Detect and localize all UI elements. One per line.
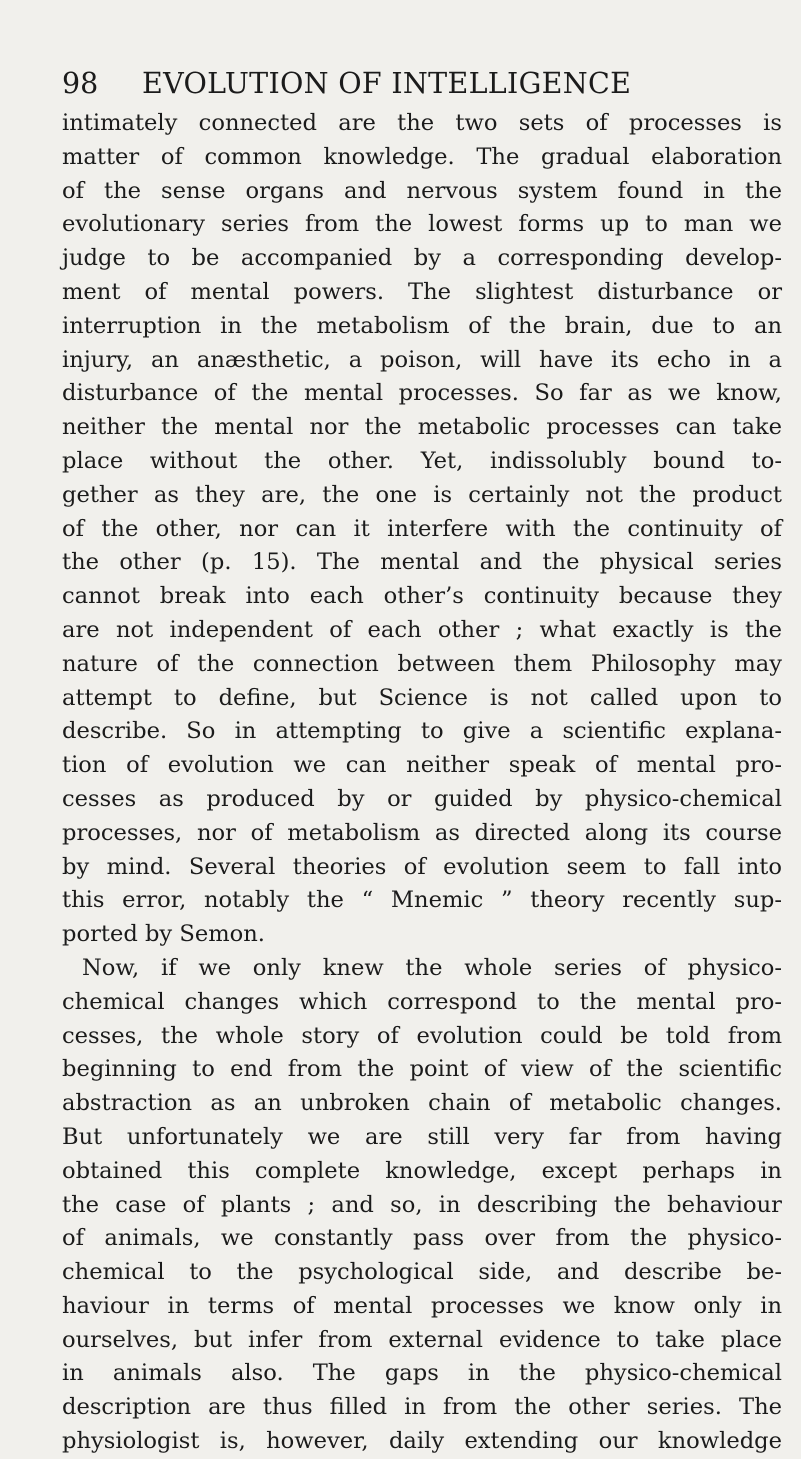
text-line: chemical changes which correspond to the mental pro- — [62, 988, 782, 1015]
text-line: interruption in the metabolism of the brain, due to an — [62, 312, 782, 339]
text-line: of the other, nor can it interfere with the continuity of — [62, 515, 782, 542]
text-line: obtained this complete knowledge, except perhaps in — [62, 1157, 782, 1184]
text-line: this error, notably the “ Mnemic ” theory recently sup- — [62, 887, 782, 914]
text-line: beginning to end from the point of view of the scientific — [62, 1056, 782, 1083]
body-text — [62, 107, 782, 1459]
text-line: But unfortunately we are still very far from having — [62, 1123, 782, 1150]
text-line: ment of mental powers. The slightest disturbance or — [62, 278, 782, 305]
text-line: in animals also. The gaps in the physico-chemical — [62, 1360, 782, 1387]
text-line: injury, an anæsthetic, a poison, will have its echo in a — [62, 346, 782, 373]
text-line: tion of evolution we can neither speak of mental pro- — [62, 752, 782, 779]
text-line: gether as they are, the one is certainly not the product — [62, 481, 782, 508]
text-line: attempt to define, but Science is not called upon to — [62, 684, 782, 711]
text-line: the case of plants ; and so, in describing the behaviour — [62, 1191, 782, 1218]
text-line: intimately connected are the two sets of processes is — [62, 110, 782, 136]
text-line: disturbance of the mental processes. So far as we know, — [62, 380, 782, 407]
text-line: of the sense organs and nervous system found in the — [62, 177, 782, 204]
text-line: haviour in terms of mental processes we know only in — [62, 1292, 782, 1319]
text-line: matter of common knowledge. The gradual elaboration — [62, 143, 782, 170]
running-header — [62, 64, 762, 104]
text-line: the other (p. 15). The mental and the physical series — [62, 549, 782, 576]
text-line: judge to be accompanied by a corresponding develop- — [62, 245, 782, 272]
text-line: physiologist is, however, daily extending our knowledge — [62, 1428, 782, 1455]
text-line: are not independent of each other ; what exactly is the — [62, 616, 782, 643]
text-line: description are thus filled in from the other series. The — [62, 1394, 782, 1421]
text-line: ourselves, but infer from external evidence to take place — [62, 1326, 782, 1353]
text-line: processes, nor of metabolism as directed along its course — [62, 819, 782, 846]
text-line: chemical to the psychological side, and describe be- — [62, 1259, 782, 1286]
paragraph-start-line: Now, if we only knew the whole series of physico- — [82, 954, 782, 981]
text-line: abstraction as an unbroken chain of metabolic changes. — [62, 1090, 782, 1117]
text-line: nature of the connection between them Philosophy may — [62, 650, 782, 677]
running-title: EVOLUTION OF INTELLIGENCE — [142, 67, 632, 100]
text-line: cesses as produced by or guided by physico-chemical — [62, 785, 782, 812]
text-line: place without the other. Yet, indissolubly bound to- — [62, 447, 782, 474]
text-line: of animals, we constantly pass over from the physico- — [62, 1225, 782, 1252]
text-line: describe. So in attempting to give a scientific explana- — [62, 718, 782, 745]
paragraph-end-line: ported by Semon. — [62, 921, 265, 948]
text-line: by mind. Several theories of evolution seem to fall into — [62, 853, 782, 880]
page-number: 98 — [62, 67, 99, 100]
text-line: neither the mental nor the metabolic processes can take — [62, 414, 782, 441]
text-line: cannot break into each other’s continuity because they — [62, 583, 782, 610]
text-line: cesses, the whole story of evolution could be told from — [62, 1022, 782, 1049]
text-line: evolutionary series from the lowest forms up to man we — [62, 211, 782, 238]
